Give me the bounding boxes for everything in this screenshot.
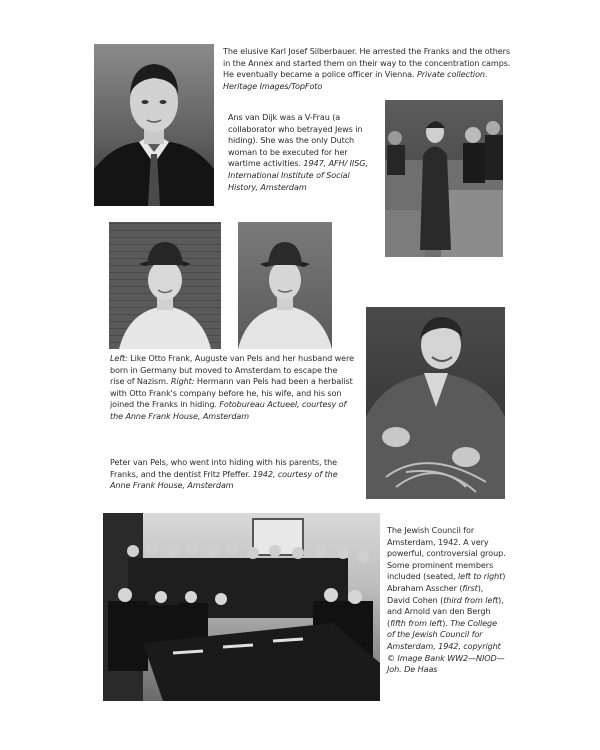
caption-peter-text: Peter van Pels, who went into hiding with his parents, the Franks, and the dentist Fritz Pfeffer. [110, 457, 337, 479]
caption-silberbauer [223, 46, 513, 92]
photo-jewish-council [103, 513, 380, 701]
council-group-graphic [103, 513, 380, 701]
photo-peter-van-pels [366, 307, 505, 499]
silberbauer-portrait-graphic [94, 44, 214, 206]
caption-council-first: first [462, 582, 478, 593]
caption-van-pels-credit: Fotobureau Actueel, courtesy of the Anne Frank House, Amsterdam [110, 399, 347, 421]
caption-council-text4: ), and Arnold van den Bergh ( [387, 594, 504, 628]
caption-council-text1: The Jewish Council for Amsterdam, 1942. A very powerful, controversial group. Some prominent members included (seated, [387, 525, 506, 582]
caption-silberbauer-text: The elusive Karl Josef Silberbauer. He arrested the Franks and the others in the Annex and started them on their way to the concentration camps. He eventually became a police officer in Vienna. [223, 46, 511, 80]
caption-van-pels-right-text: Hermann van Pels had been a herbalist with Otto Frank's company before he, his wife, and his son joined the Franks in hiding. [110, 376, 353, 410]
caption-peter [110, 457, 354, 492]
caption-council-credit: The College of the Jewish Council for Amsterdam, 1942, copyright © Image Bank WW2—NIOD—Joh. De Haas [387, 617, 505, 675]
caption-council-text3: ), David Cohen ( [387, 582, 484, 605]
caption-council-ltr: left to right [458, 571, 503, 582]
caption-council [387, 525, 507, 676]
caption-council-fifth: fifth from left [390, 617, 443, 628]
caption-van-dijk [228, 112, 378, 193]
caption-van-pels-left-text: Like Otto Frank, Auguste van Pels and her husband were born in Germany but moved to Amsterdam to escape the rise of Nazism. [110, 353, 354, 387]
courtroom-graphic [385, 100, 503, 257]
auguste-portrait-graphic [109, 222, 221, 349]
peter-portrait-graphic [366, 307, 505, 499]
caption-van-pels-right-label: Right: [170, 376, 195, 387]
caption-council-text2: ) Abraham Asscher ( [387, 571, 506, 593]
photo-hermann-van-pels [238, 222, 332, 349]
caption-silberbauer-credit: Private collection. Heritage Images/TopFoto [223, 69, 488, 91]
caption-van-dijk-credit: 1947, AFH/ IISG, International Institute of Social History, Amsterdam [228, 158, 368, 192]
caption-van-dijk-text: Ans van Dijk was a V-Frau (a collaborator who betrayed Jews in hiding). She was the only Dutch woman to be executed for her wartime activities. [228, 112, 363, 169]
caption-van-pels [110, 353, 354, 423]
caption-van-pels-left-label: Left: [110, 353, 128, 363]
photo-silberbauer [94, 44, 214, 206]
caption-council-text5: ). [442, 617, 448, 628]
photo-van-dijk-court [385, 100, 503, 257]
photo-auguste-van-pels [109, 222, 221, 349]
caption-council-third: third from left [443, 594, 499, 605]
caption-peter-credit: 1942, courtesy of the Anne Frank House, Amsterdam [110, 468, 338, 491]
hermann-portrait-graphic [238, 222, 332, 349]
